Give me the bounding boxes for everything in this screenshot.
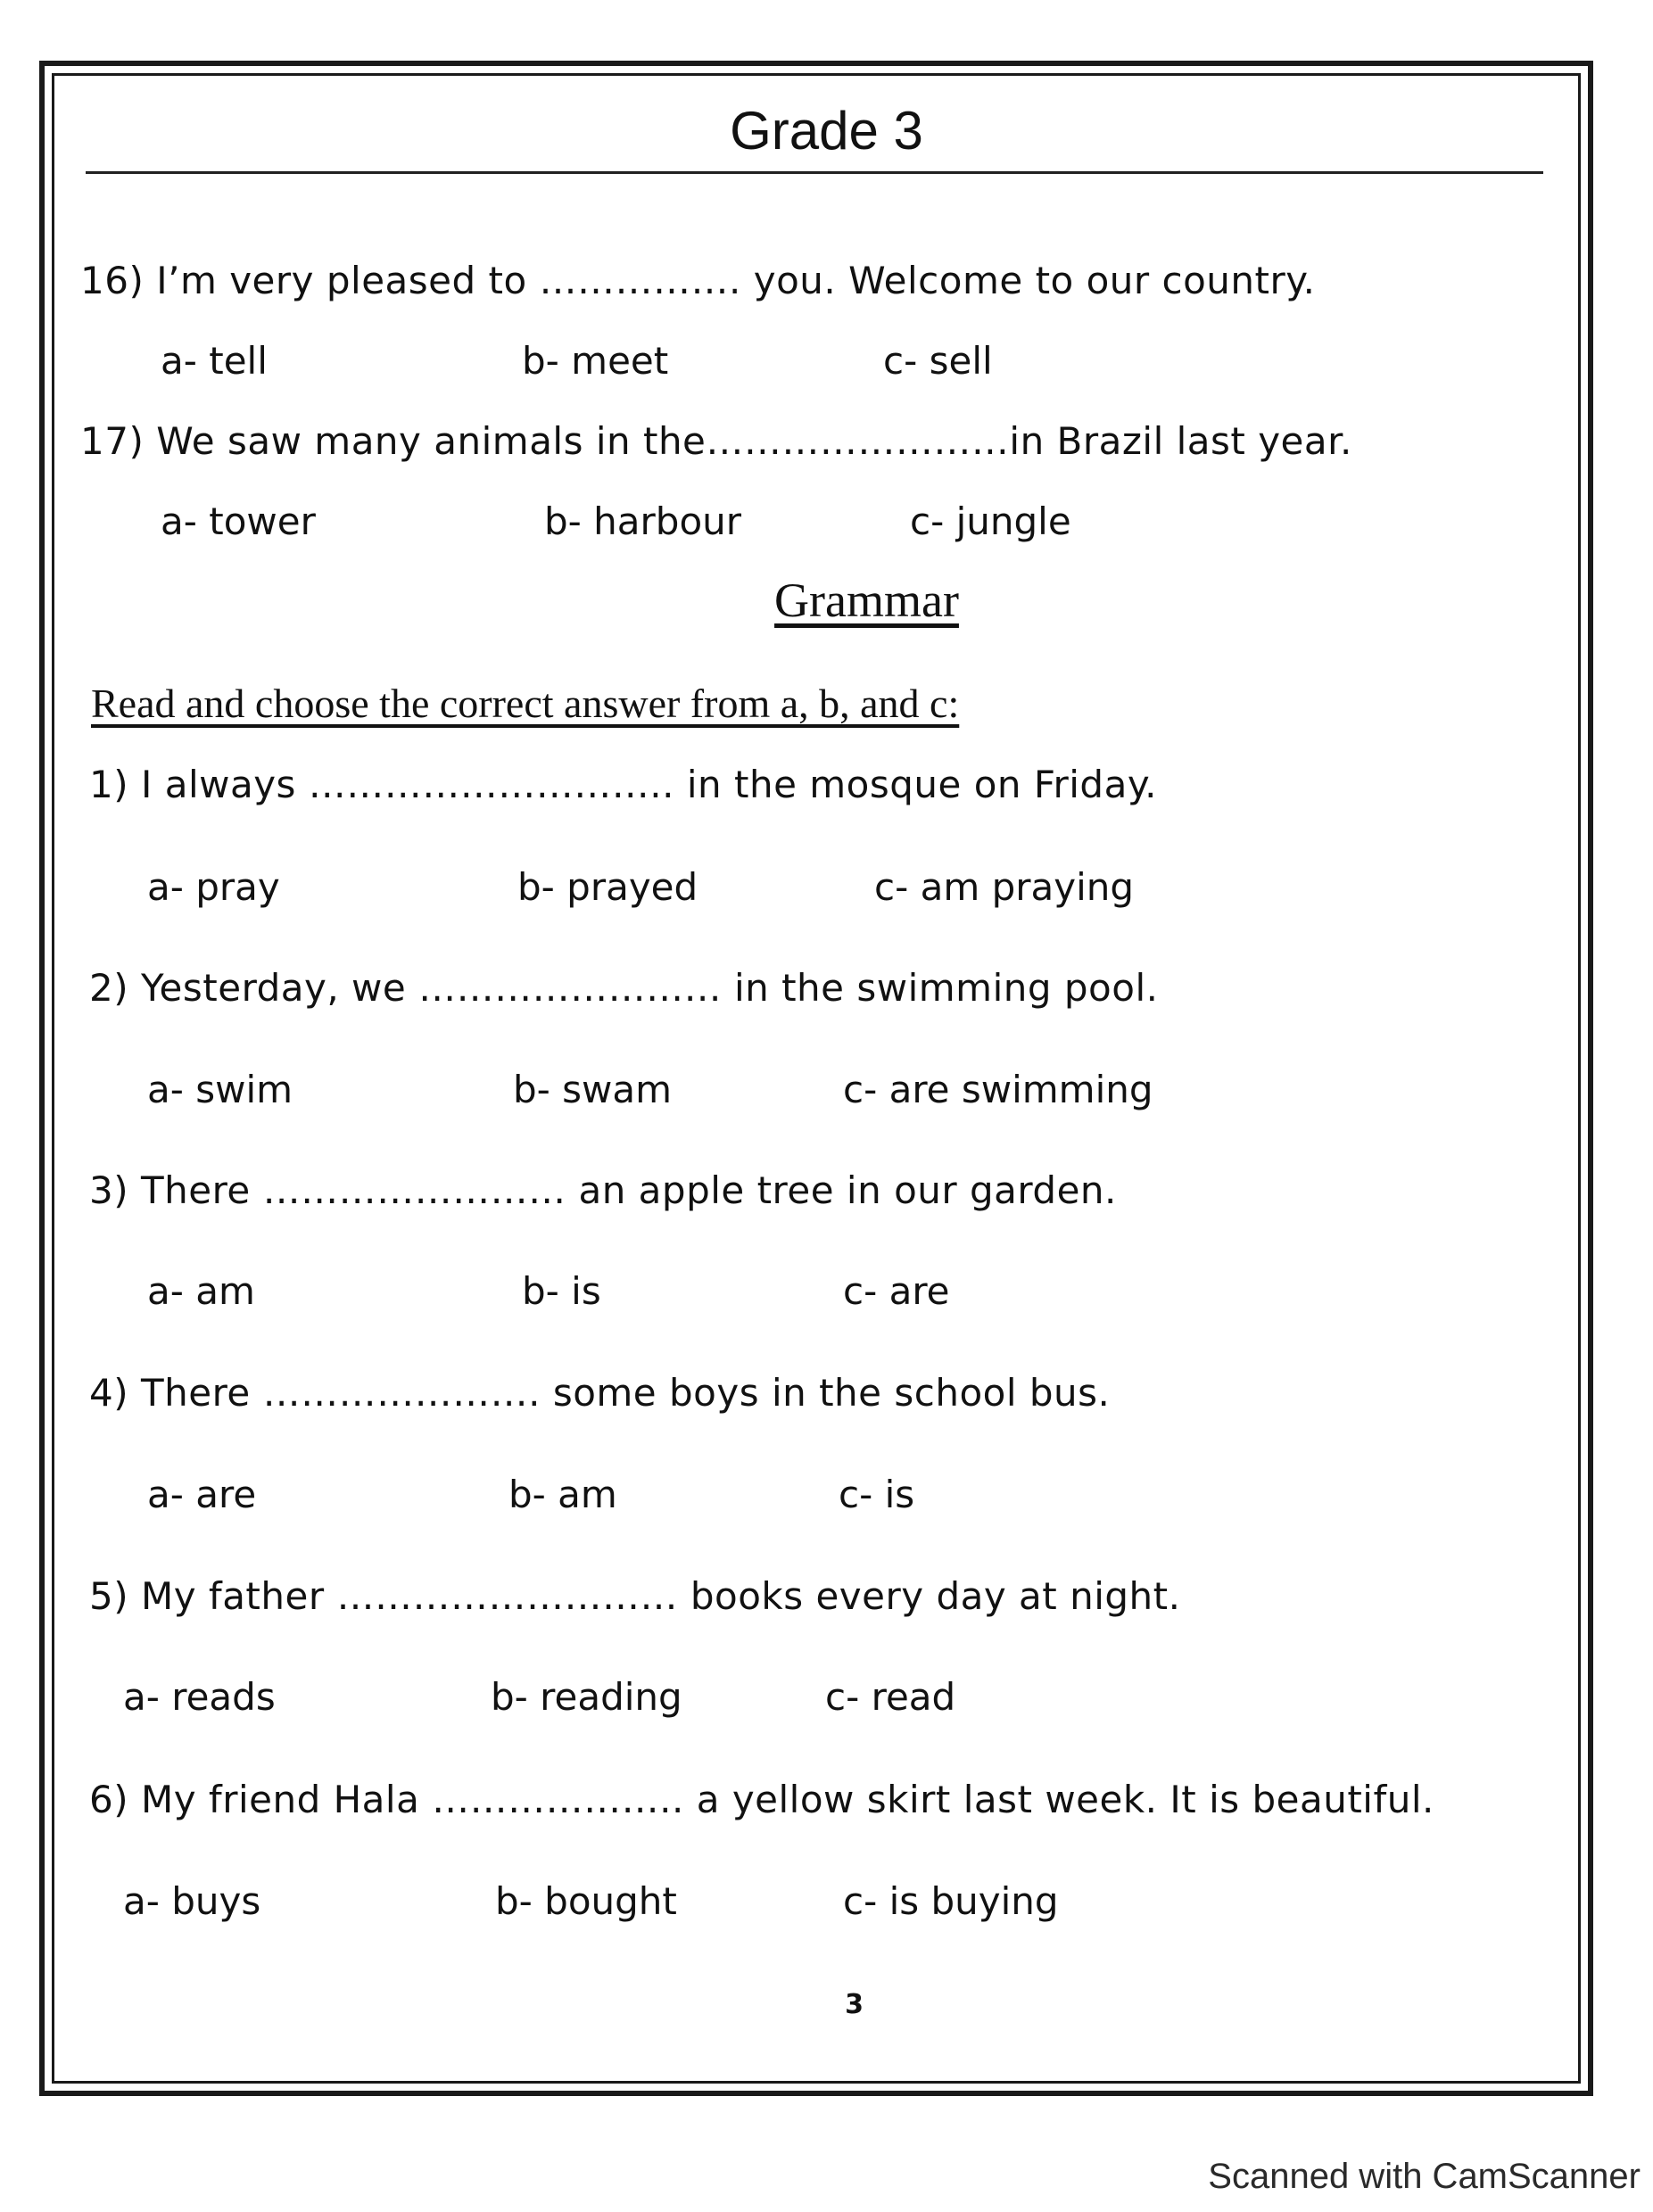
option-c[interactable]: c- are (843, 1269, 950, 1313)
question-number: 17) (80, 419, 145, 463)
question-text: I always ……………………….. in the mosque on Friday. (140, 763, 1158, 806)
option-c[interactable]: c- read (825, 1675, 956, 1719)
option-a[interactable]: a- reads (123, 1675, 276, 1719)
question-2 (89, 966, 1158, 1010)
question-6 (89, 1778, 1434, 1821)
question-text: Yesterday, we …………………… in the swimming pool. (140, 966, 1159, 1010)
page-number: 3 (845, 1989, 864, 2020)
option-b[interactable]: b- swam (513, 1068, 673, 1111)
option-a[interactable]: a- buys (123, 1879, 261, 1923)
title-divider (86, 171, 1543, 174)
question-text: There …………………… an apple tree in our garden. (140, 1168, 1117, 1212)
question-text: My father ……………………… books every day at night. (140, 1574, 1181, 1618)
option-a[interactable]: a- are (147, 1473, 257, 1516)
question-number: 1) (89, 763, 129, 806)
option-b[interactable]: b- reading (491, 1675, 682, 1719)
option-c[interactable]: c- are swimming (843, 1068, 1153, 1111)
question-text: We saw many animals in the……………………in Brazil last year. (156, 419, 1352, 463)
option-c[interactable]: c- sell (883, 339, 993, 383)
option-c[interactable]: c- is (839, 1473, 915, 1516)
question-17 (80, 419, 1352, 463)
question-number: 6) (89, 1778, 129, 1821)
question-number: 5) (89, 1574, 129, 1618)
question-16 (80, 259, 1316, 302)
option-b[interactable]: b- prayed (517, 865, 698, 909)
question-5 (89, 1574, 1181, 1618)
option-a[interactable]: a- swim (147, 1068, 293, 1111)
question-text: I’m very pleased to ……………. you. Welcome to our country. (156, 259, 1316, 302)
option-b[interactable]: b- meet (522, 339, 669, 383)
section-heading-grammar: Grammar (774, 574, 959, 627)
question-number: 2) (89, 966, 129, 1010)
option-a[interactable]: a- am (147, 1269, 255, 1313)
option-a[interactable]: a- pray (147, 865, 280, 909)
instruction-text: Read and choose the correct answer from a, b, and c: (91, 681, 960, 726)
question-1 (89, 763, 1157, 806)
option-c[interactable]: c- jungle (910, 499, 1071, 543)
page-title: Grade 3 (730, 101, 923, 161)
option-a[interactable]: a- tell (161, 339, 268, 383)
question-number: 3) (89, 1168, 129, 1212)
question-number: 4) (89, 1371, 129, 1415)
option-c[interactable]: c- am praying (874, 865, 1135, 909)
option-b[interactable]: b- harbour (544, 499, 742, 543)
option-c[interactable]: c- is buying (843, 1879, 1059, 1923)
question-3 (89, 1168, 1117, 1212)
option-a[interactable]: a- tower (161, 499, 316, 543)
option-b[interactable]: b- bought (495, 1879, 677, 1923)
question-text: My friend Hala ……………….. a yellow skirt last week. It is beautiful. (140, 1778, 1434, 1821)
scanner-watermark: Scanned with CamScanner (1208, 2157, 1641, 2196)
option-b[interactable]: b- am (508, 1473, 617, 1516)
question-number: 16) (80, 259, 145, 302)
question-text: There …………………. some boys in the school bus. (140, 1371, 1111, 1415)
question-4 (89, 1371, 1110, 1415)
option-b[interactable]: b- is (522, 1269, 601, 1313)
